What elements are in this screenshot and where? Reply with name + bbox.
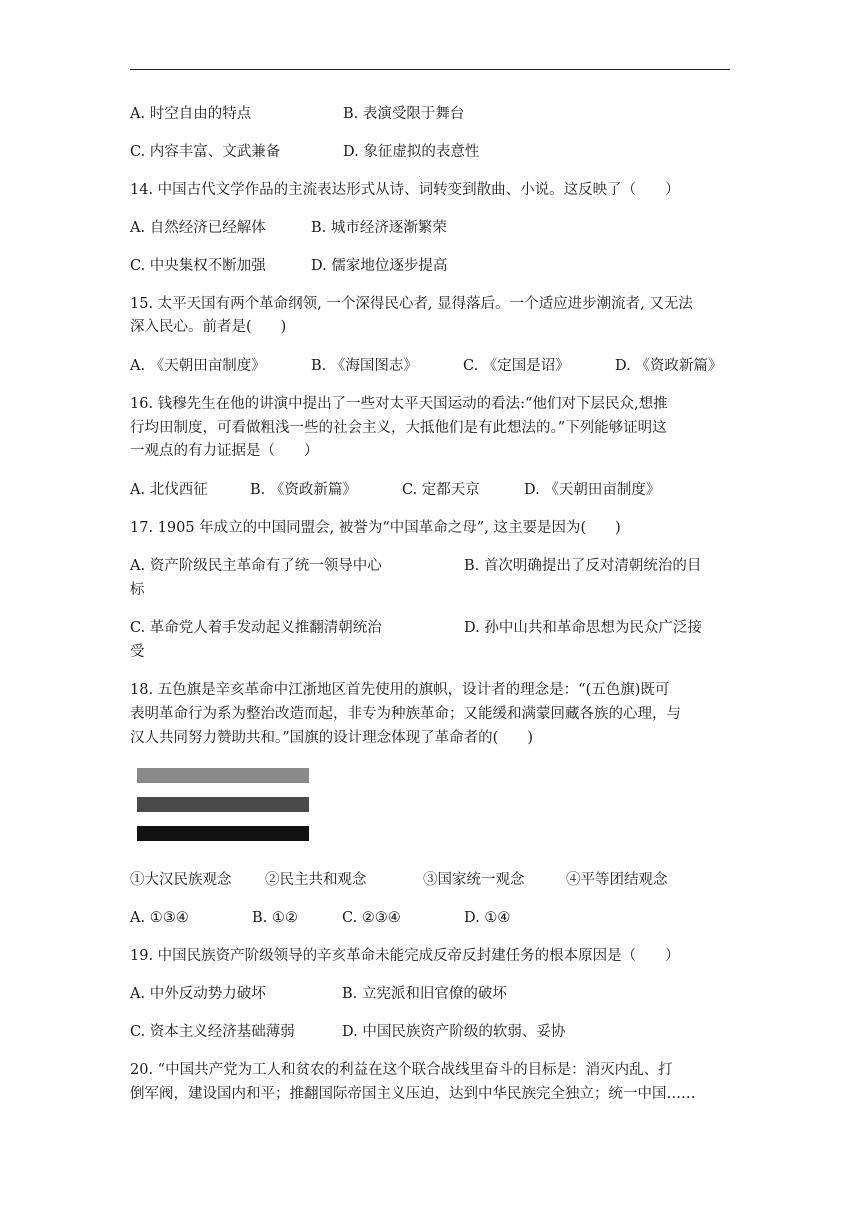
q20-stem-line2: 倒军阀，建设国内和平；推翻国际帝国主义压迫，达到中华民族完全独立；统一中国…… — [130, 1086, 696, 1102]
q18-statement-4: ④平等团结观念 — [566, 872, 668, 888]
q18-option-c: C. ②③④ — [342, 910, 401, 926]
q15-option-d: D. 《资政新篇》 — [615, 358, 723, 374]
flag-stripe-1 — [137, 768, 309, 783]
q17-stem: 17. 1905 年成立的中国同盟会, 被誉为“中国革命之母”, 这主要是因为( ) — [130, 520, 621, 536]
q19-option-a: A. 中外反动势力破坏 — [130, 986, 266, 1002]
q15-stem-line2: 深入民心。前者是( ) — [130, 319, 287, 335]
q17-option-d: D. 孙中山共和革命思想为民众广泛接 — [464, 620, 702, 636]
flag-stripe-4 — [137, 812, 309, 826]
q15-stem-line1: 15. 太平天国有两个革命纲领, 一个深得民心者, 显得落后。一个适应进步潮流者, 又无法 — [130, 296, 693, 312]
q13-option-b: B. 表演受限于舞台 — [343, 106, 465, 122]
flag-stripe-2 — [137, 783, 309, 797]
q13-option-c: C. 内容丰富、文武兼备 — [130, 144, 281, 160]
q19-stem: 19. 中国民族资产阶级领导的辛亥革命未能完成反帝反封建任务的根本原因是（ ） — [130, 948, 680, 964]
q18-stem-line1: 18. 五色旗是辛亥革命中江浙地区首先使用的旗帜，设计者的理念是：“(五色旗)既可 — [130, 682, 670, 698]
q20-stem-line1: 20. “中国共产党为工人和贫农的利益在这个联合战线里奋斗的目标是：消灭内乱、打 — [130, 1062, 673, 1078]
q13-option-a: A. 时空自由的特点 — [130, 106, 252, 122]
q14-option-a: A. 自然经济已经解体 — [130, 220, 266, 236]
q14-option-d: D. 儒家地位逐步提高 — [311, 258, 448, 274]
q18-statement-2: ②民主共和观念 — [265, 872, 367, 888]
flag-stripe-5 — [137, 826, 309, 841]
q16-option-a: A. 北伐西征 — [130, 482, 208, 498]
flag-stripe-3 — [137, 797, 309, 812]
q14-option-c: C. 中央集权不断加强 — [130, 258, 266, 274]
q18-option-d: D. ①④ — [464, 910, 511, 926]
q17-option-a: A. 资产阶级民主革命有了统一领导中心 — [130, 558, 382, 574]
q17-option-d-wrap: 受 — [130, 644, 145, 660]
q18-statement-3: ③国家统一观念 — [423, 872, 525, 888]
q16-option-d: D. 《天朝田亩制度》 — [524, 482, 661, 498]
q15-option-b: B. 《海国图志》 — [311, 358, 418, 374]
header-rule — [130, 69, 730, 70]
q13-option-d: D. 象征虚拟的表意性 — [343, 144, 480, 160]
q18-stem-line3: 汉人共同努力赞助共和。”国旗的设计理念体现了革命者的( ) — [130, 730, 533, 746]
q19-option-b: B. 立宪派和旧官僚的破坏 — [342, 986, 507, 1002]
q16-stem-line2: 行均田制度，可看做粗浅一些的社会主义，大抵他们是有此想法的。”下列能够证明这 — [130, 420, 667, 436]
q16-stem-line3: 一观点的有力证据是（ ） — [130, 443, 319, 459]
q17-option-c: C. 革命党人着手发动起义推翻清朝统治 — [130, 620, 382, 636]
q16-option-c: C. 定都天京 — [402, 482, 480, 498]
q16-option-b: B. 《资政新篇》 — [250, 482, 357, 498]
q16-stem-line1: 16. 钱穆先生在他的讲演中提出了一些对太平天国运动的看法:“他们对下层民众,想推 — [130, 396, 668, 412]
q18-option-b: B. ①② — [252, 910, 298, 926]
q17-option-b: B. 首次明确提出了反对清朝统治的目 — [464, 558, 702, 574]
q18-stem-line2: 表明革命行为系为整治改造而起，非专为种族革命；又能缓和满蒙回藏各族的心理，与 — [130, 706, 681, 722]
q19-option-c: C. 资本主义经济基础薄弱 — [130, 1024, 295, 1040]
q18-statement-1: ①大汉民族观念 — [130, 872, 232, 888]
q14-stem: 14. 中国古代文学作品的主流表达形式从诗、词转变到散曲、小说。这反映了（ ） — [130, 182, 680, 198]
q19-option-d: D. 中国民族资产阶级的软弱、妥协 — [342, 1024, 566, 1040]
q15-option-a: A. 《天朝田亩制度》 — [130, 358, 266, 374]
q17-option-b-wrap: 标 — [130, 582, 145, 598]
q14-option-b: B. 城市经济逐渐繁荣 — [311, 220, 447, 236]
q18-option-a: A. ①③④ — [130, 910, 189, 926]
q15-option-c: C. 《定国是诏》 — [463, 358, 570, 374]
